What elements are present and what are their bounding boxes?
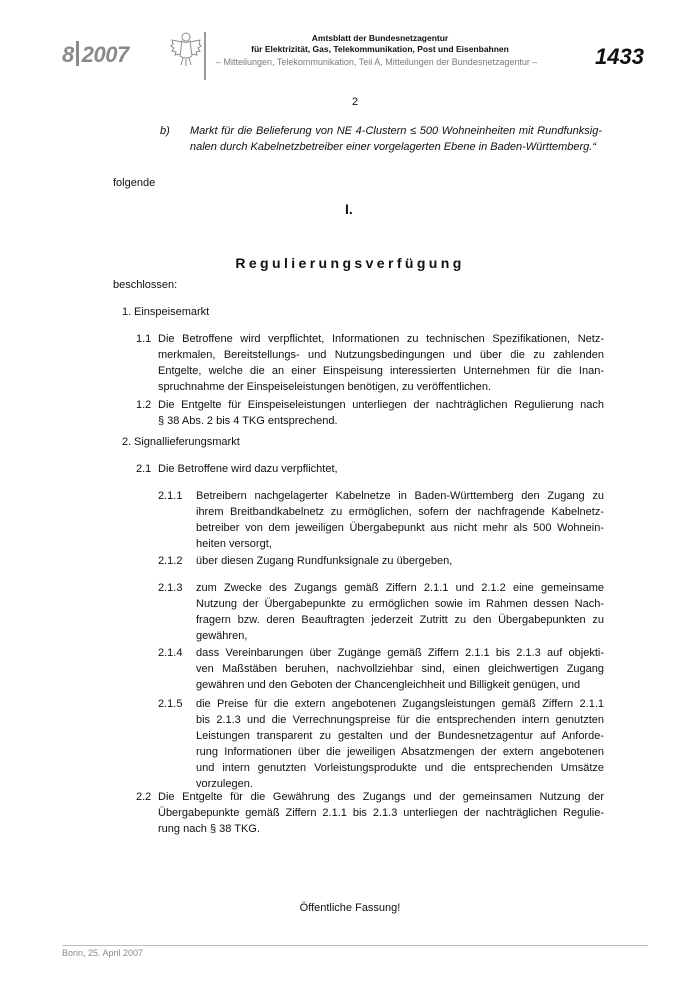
subsubitem-number: 2.1.3 — [158, 582, 183, 594]
federal-eagle-icon — [170, 30, 202, 68]
quote-line: nalen durch Kabelnetzbetreiber einer vorgelagerten Ebene in Baden-Württemberg.“ — [190, 141, 597, 153]
text-line: gewähren und den Geboten der Chancengleichheit und Billigkeit genügen, und — [196, 679, 581, 691]
public-version-note: Öffentliche Fassung! — [299, 902, 401, 914]
quote-line: Markt für die Belieferung von NE 4-Clustern ≤ 500 Wohneinheiten mit Rundfunksig- — [190, 125, 602, 137]
subsubitem-text — [196, 645, 604, 693]
subsubitem-text — [196, 580, 604, 644]
gazette-subtitle: – Mitteilungen, Telekommunikation, Teil A, Mitteilungen der Bundesnetzagentur – — [216, 57, 538, 67]
page-number: 1433 — [595, 44, 644, 69]
issue-divider — [76, 41, 79, 66]
decision-heading: Regulierungsverfügung — [235, 255, 465, 271]
text-line: rung nach § 38 TKG. — [158, 823, 260, 835]
text-line: dass Vereinbarungen über Zugänge gemäß Ziffern 2.1.1 bis 2.1.3 auf objekti- — [196, 647, 604, 659]
quote-label: b) — [160, 125, 170, 137]
subitem-text: Die Betroffene wird dazu verpflichtet, — [158, 463, 338, 475]
subitem-text — [158, 397, 604, 429]
text-line: heiten versorgt, — [196, 538, 272, 550]
text-line: Entgelte, welche die an einer Einspeisung interessierten Unternehmen für die Inan- — [158, 365, 604, 377]
subsubitem-number: 2.1.4 — [158, 647, 183, 659]
text-line: spruchnahme der Einspeiseleistungen benötigen, zu veröffentlichen. — [158, 381, 492, 393]
folgende-text: folgende — [113, 177, 156, 189]
beschlossen-text: beschlossen: — [113, 279, 178, 291]
text-line: fragern bzw. deren Beauftragten jederzeit Zutritt zu den Übergabepunkten zu — [196, 614, 604, 626]
text-line: Übergabepunkte gemäß Ziffern 2.1.1 bis 2.1.3 unterliegen der nachträglichen Regulie- — [158, 807, 604, 819]
text-line: Die Entgelte für Einspeiseleistungen unterliegen der nachträglichen Regulierung nach — [158, 399, 604, 411]
subitem-number: 1.1 — [136, 333, 152, 345]
item-title: Signallieferungsmarkt — [134, 436, 240, 448]
text-line: merkmalen, Bereitstellungs- und Nutzungsbedingungen und über die zu zahlenden — [158, 349, 604, 361]
section-numeral: I. — [345, 201, 353, 217]
text-line: gewähren, — [196, 630, 248, 642]
text-line: betreiber von dem jeweiligen Übergabepunkt aus nicht mehr als 500 Wohnein- — [196, 522, 604, 534]
text-line: rung Informationen über die jeweiligen Absatzmengen der extern angebotenen — [196, 746, 604, 758]
subsubitem-text: über diesen Zugang Rundfunksignale zu übergeben, — [196, 555, 453, 567]
gazette-authority: für Elektrizität, Gas, Telekommunikation, Post und Eisenbahnen — [251, 44, 509, 54]
text-line: Die Betroffene wird verpflichtet, Informationen zu technischen Spezifikationen, Netz- — [158, 333, 604, 345]
subitem-number: 1.2 — [136, 399, 152, 411]
text-line: die Preise für die extern angebotenen Zugangsleistungen gemäß Ziffern 2.1.1 — [196, 698, 604, 710]
text-line: Nutzung der Übergabepunkte zu ermöglichen sowie im Rahmen dessen Nach- — [196, 598, 604, 610]
page-marker: 2 — [352, 96, 359, 108]
text-line: bis 2.1.3 und die Verrechnungspreise für die entsprechenden intern genutzten — [196, 714, 604, 726]
gazette-title: Amtsblatt der Bundesnetzagentur — [311, 33, 449, 43]
text-line: Die Entgelte für die Gewährung des Zugangs und der gemeinsamen Nutzung der — [158, 791, 604, 803]
subsubitem-number: 2.1.5 — [158, 698, 183, 710]
subsubitem-number: 2.1.1 — [158, 490, 183, 502]
text-line: ihrem Breitbandkabelnetz zu ermöglichen, sofern der nachfragende Kabelnetz- — [196, 506, 604, 518]
subitem-number: 2.1 — [136, 463, 152, 475]
text-line: § 38 Abs. 2 bis 4 TKG entsprechend. — [158, 415, 338, 427]
quote-text — [190, 123, 602, 155]
issue-number: 8 — [62, 42, 74, 67]
subitem-number: 2.2 — [136, 791, 152, 803]
issue-label — [62, 41, 129, 68]
item-title: Einspeisemarkt — [134, 306, 210, 318]
item-number: 1. — [122, 306, 132, 318]
text-line: zum Zwecke des Zugangs gemäß Ziffern 2.1.1 und 2.1.2 eine gemeinsame — [196, 582, 604, 594]
subsubitem-text — [196, 488, 604, 552]
text-line: vorzulegen. — [196, 778, 253, 790]
subitem-text — [158, 331, 604, 395]
footer-date: Bonn, 25. April 2007 — [62, 948, 144, 958]
subsubitem-number: 2.1.2 — [158, 555, 183, 567]
subitem-text — [158, 789, 604, 837]
issue-year: 2007 — [81, 42, 129, 67]
header-separator — [204, 32, 206, 80]
text-line: und intern genutzten Vorleistungsprodukte und die entsprechenden Umsätze — [196, 762, 604, 774]
footer-divider — [62, 945, 648, 946]
item-number: 2. — [122, 436, 132, 448]
text-line: ven Maßstäben beruhen, nachvollziehbar sind, einen gleichwertigen Zugang — [196, 663, 604, 675]
subsubitem-text — [196, 696, 604, 792]
text-line: Leistungen transparent zu gestalten und der Bundesnetzagentur auf Anforde- — [196, 730, 604, 742]
text-line: Betreibern nachgelagerter Kabelnetze in Baden-Württemberg den Zugang zu — [196, 490, 604, 502]
